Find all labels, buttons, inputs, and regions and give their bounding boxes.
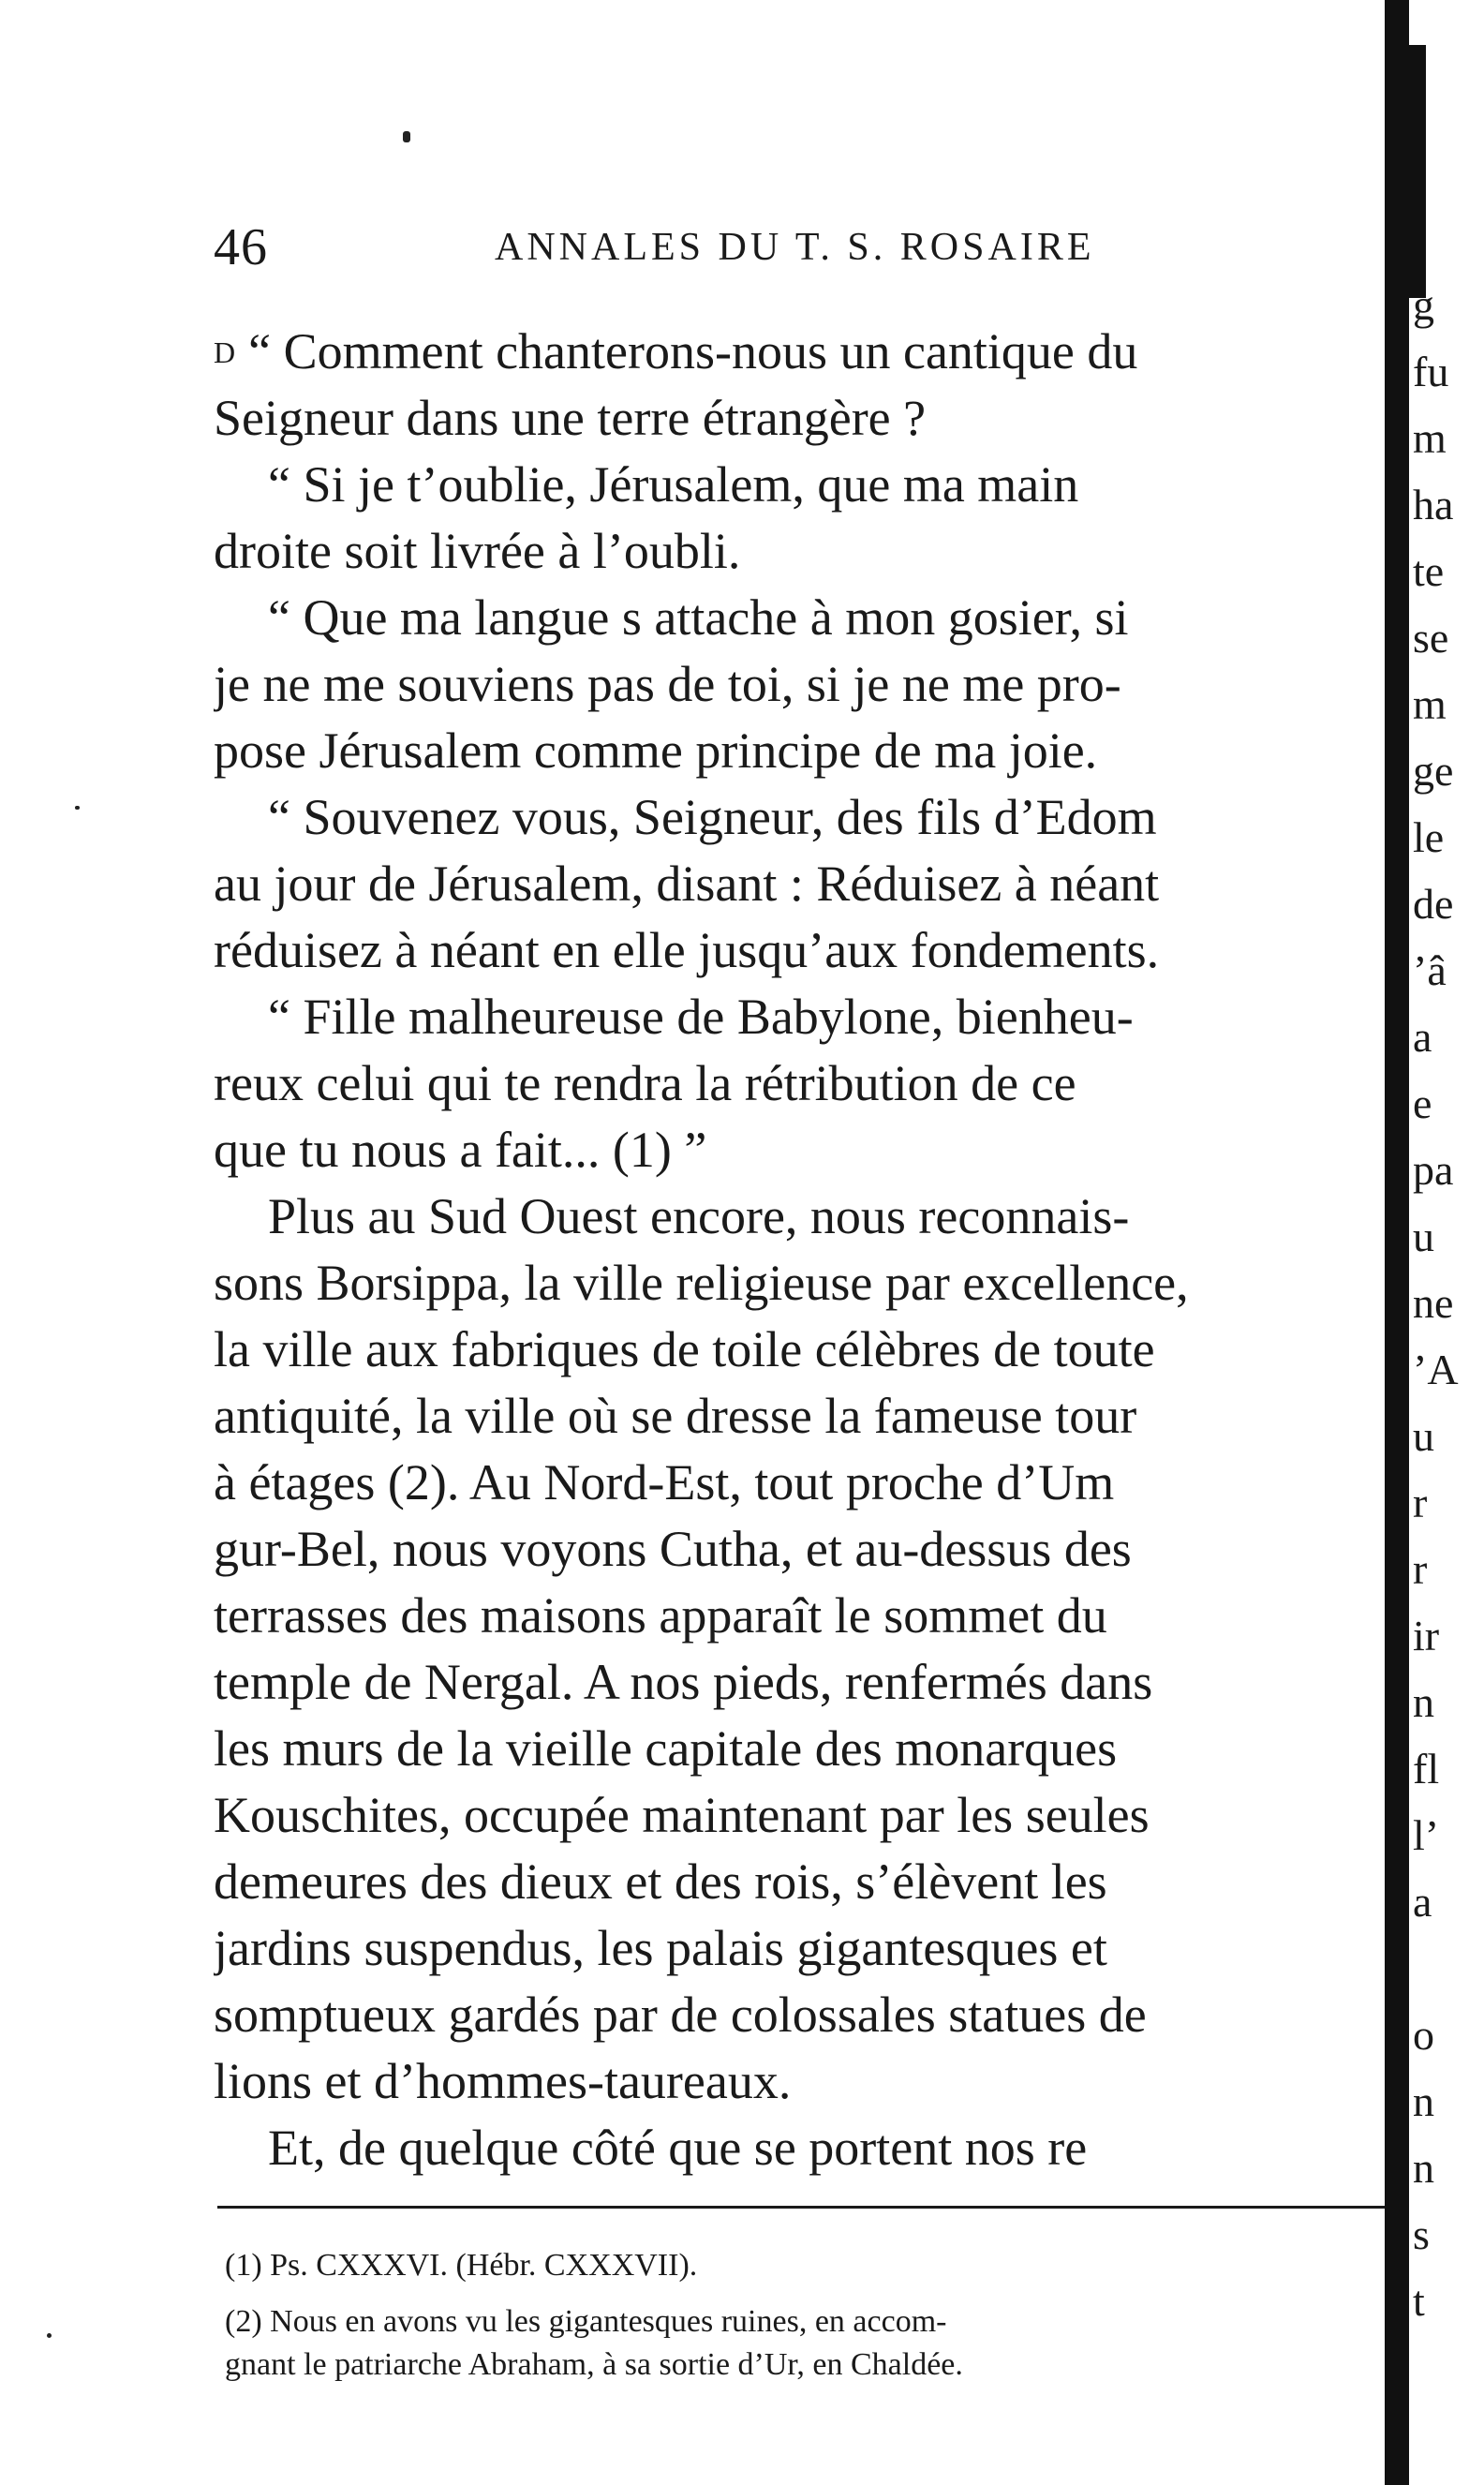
margin-fragment: ge	[1413, 747, 1454, 795]
line-text: gur-Bel, nous voyons Cutha, et au-dessus des	[214, 1521, 1132, 1577]
margin-fragment: ’â	[1413, 946, 1447, 994]
text-line	[214, 518, 1396, 585]
text-line	[214, 984, 1396, 1050]
margin-fragment: n	[1413, 2144, 1434, 2192]
page-header	[214, 217, 1375, 292]
text-line	[214, 1317, 1396, 1383]
footnote-line: (2) Nous en avons vu les gigantesques ruines, en accom-	[225, 2304, 947, 2339]
text-line	[214, 851, 1396, 917]
text-line	[214, 319, 1396, 385]
margin-fragment: l’	[1413, 1811, 1440, 1859]
text-line	[214, 1782, 1396, 1849]
margin-fragment: m	[1413, 414, 1447, 462]
text-line	[214, 2048, 1396, 2115]
margin-fragment: ’A	[1413, 1346, 1459, 1393]
text-line	[214, 2115, 1396, 2181]
margin-fragment: a	[1413, 1013, 1432, 1061]
footnote-line: (1) Ps. CXXXVI. (Hébr. CXXXVII).	[225, 2248, 698, 2283]
margin-fragment: se	[1413, 614, 1449, 662]
text-line	[214, 1183, 1396, 1250]
line-text: Plus au Sud Ouest encore, nous reconnais-	[268, 1188, 1130, 1244]
text-line	[214, 784, 1396, 851]
facing-page-fragments	[1413, 272, 1484, 2334]
margin-fragment: ha	[1413, 481, 1454, 528]
margin-fragment: a	[1413, 1878, 1432, 1926]
line-text: temple de Nergal. A nos pieds, renfermés dans	[214, 1654, 1153, 1710]
text-line	[214, 1250, 1396, 1317]
margin-fragment: de	[1413, 880, 1454, 928]
margin-fragment: m	[1413, 680, 1447, 728]
margin-fragment: r	[1413, 1545, 1428, 1593]
margin-fragment: r	[1413, 1479, 1428, 1526]
ink-speck	[403, 131, 410, 142]
ink-speck	[47, 2333, 52, 2338]
margin-fragment: n	[1413, 2077, 1434, 2125]
line-text: jardins suspendus, les palais gigantesques et	[214, 1920, 1107, 1976]
line-text: somptueux gardés par de colossales statues de	[214, 1987, 1147, 2043]
margin-fragment: u	[1413, 1213, 1434, 1260]
line-text: lions et d’hommes-taureaux.	[214, 2053, 792, 2109]
margin-fragment: u	[1413, 1412, 1434, 1460]
text-line	[214, 1849, 1396, 1915]
margin-fragment: fu	[1413, 348, 1449, 395]
text-line	[214, 1583, 1396, 1649]
text-line	[214, 1915, 1396, 1982]
margin-fragment: ne	[1413, 1279, 1454, 1327]
line-text: la ville aux fabriques de toile célèbres de toute	[214, 1321, 1155, 1377]
line-text: au jour de Jérusalem, disant : Réduisez à néant	[214, 856, 1160, 912]
margin-fragment: fl	[1413, 1745, 1440, 1793]
line-text: les murs de la vieille capitale des monarques	[214, 1720, 1118, 1777]
text-line	[214, 718, 1396, 784]
text-line	[214, 1649, 1396, 1716]
text-line	[214, 585, 1396, 651]
margin-fragment: pa	[1413, 1146, 1454, 1194]
line-text: Kouschites, occupée maintenant par les seules	[214, 1787, 1150, 1843]
margin-fragment	[1413, 1935, 1484, 2001]
text-line	[214, 1982, 1396, 2048]
line-text: à étages (2). Au Nord-Est, tout proche d’Um	[214, 1454, 1115, 1510]
running-head: ANNALES DU T. S. ROSAIRE	[495, 226, 1095, 269]
line-text: Et, de quelque côté que se portent nos re	[268, 2120, 1088, 2176]
line-text: reux celui qui te rendra la rétribution de ce	[214, 1055, 1076, 1111]
margin-fragment: g	[1413, 281, 1434, 329]
text-line	[214, 1450, 1396, 1516]
footnote-rule	[217, 2206, 1388, 2209]
margin-fragment: o	[1413, 2011, 1434, 2059]
line-text: droite soit livrée à l’oubli.	[214, 523, 741, 579]
line-text: “ Fille malheureuse de Babylone, bienheu-	[268, 989, 1134, 1045]
margin-fragment: le	[1413, 813, 1445, 861]
text-line	[214, 651, 1396, 718]
binding-shadow	[1385, 0, 1409, 2485]
line-text: je ne me souviens pas de toi, si je ne me pro-	[214, 656, 1121, 712]
line-text: “ Souvenez vous, Seigneur, des fils d’Edom	[268, 789, 1157, 845]
text-line	[214, 1050, 1396, 1117]
margin-fragment: te	[1413, 547, 1445, 595]
page-number: 46	[214, 218, 268, 276]
line-text: que tu nous a fait... (1) ”	[214, 1122, 707, 1178]
line-text: sons Borsippa, la ville religieuse par excellence,	[214, 1255, 1189, 1311]
line-text: “ Si je t’oublie, Jérusalem, que ma main	[268, 456, 1079, 513]
dropcap-letter: D	[214, 335, 240, 369]
text-line	[214, 1516, 1396, 1583]
line-text: antiquité, la ville où se dresse la fameuse tour	[214, 1388, 1137, 1444]
ink-speck	[75, 806, 80, 810]
margin-fragment: n	[1413, 1678, 1434, 1726]
margin-fragment: e	[1413, 1079, 1432, 1127]
margin-fragment: s	[1413, 2210, 1430, 2258]
line-text: “ Comment chanterons-nous un cantique du	[248, 323, 1138, 379]
text-line	[214, 1383, 1396, 1450]
line-text: “ Que ma langue s attache à mon gosier, si	[268, 589, 1129, 646]
body-text	[214, 319, 1396, 2181]
text-line	[214, 385, 1396, 452]
line-text: demeures des dieux et des rois, s’élèvent les	[214, 1853, 1107, 1910]
text-line	[214, 917, 1396, 984]
footnote-line: gnant le patriarche Abraham, à sa sortie d’Ur, en Chaldée.	[225, 2347, 963, 2382]
text-line	[214, 1716, 1396, 1782]
margin-fragment: ir	[1413, 1612, 1440, 1659]
text-line	[214, 452, 1396, 518]
footnotes	[225, 2244, 1377, 2387]
text-line	[214, 1117, 1396, 1183]
line-text: Seigneur dans une terre étrangère ?	[214, 390, 927, 446]
line-text: pose Jérusalem comme principe de ma joie.	[214, 722, 1098, 779]
line-text: terrasses des maisons apparaît le sommet du	[214, 1587, 1107, 1644]
margin-fragment: t	[1413, 2277, 1425, 2325]
line-text: réduisez à néant en elle jusqu’aux fondements.	[214, 922, 1160, 978]
